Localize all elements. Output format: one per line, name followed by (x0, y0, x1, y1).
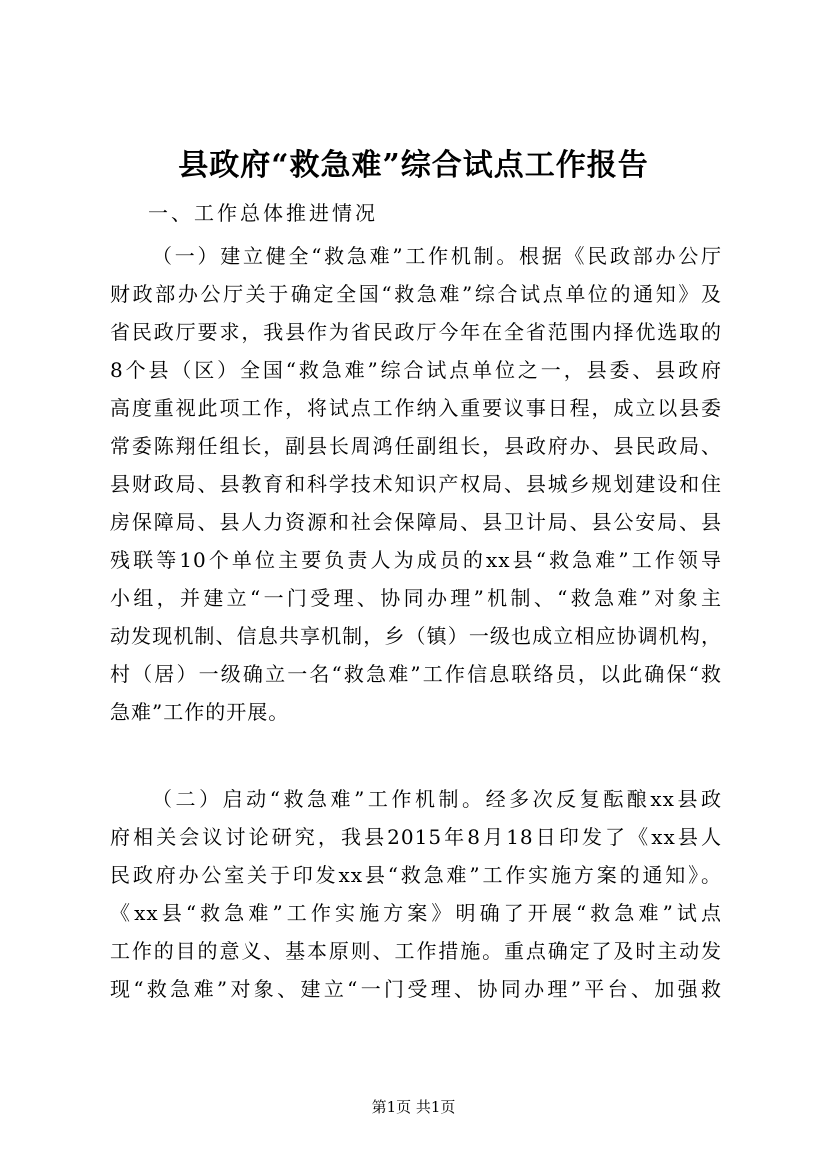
paragraph-line: 工作的目的意义、基本原则、工作措施。重点确定了及时主动发 (110, 939, 722, 963)
paragraph-line: 财政部办公厅关于确定全国“救急难”综合试点单位的通知》及 (110, 282, 722, 306)
paragraph-line: 动发现机制、信息共享机制，乡（镇）一级也成立相应协调机构， (110, 624, 722, 648)
paragraph-line: 《xx县“救急难”工作实施方案》明确了开展“救急难”试点 (110, 901, 722, 925)
paragraph-line: 常委陈翔任组长，副县长周鸿任副组长，县政府办、县民政局、 (110, 434, 722, 458)
paragraph-line: 高度重视此项工作，将试点工作纳入重要议事日程，成立以县委 (110, 396, 722, 420)
paragraph-line: 村（居）一级确立一名“救急难”工作信息联络员，以此确保“救 (110, 662, 722, 686)
paragraph-line: 省民政厅要求，我县作为省民政厅今年在全省范围内择优选取的 (110, 320, 722, 344)
paragraph-1 (110, 237, 722, 731)
paragraph-line: 府相关会议讨论研究，我县2015年8月18日印发了《xx县人 (110, 825, 722, 849)
document-title: 县政府“救急难”综合试点工作报告 (178, 148, 649, 183)
paragraph-line: 房保障局、县人力资源和社会保障局、县卫计局、县公安局、县 (110, 510, 722, 534)
paragraph-2 (110, 780, 722, 1008)
paragraph-line: 残联等10个单位主要负责人为成员的xx县“救急难”工作领导 (110, 548, 722, 572)
paragraph-line: （二）启动“救急难”工作机制。经多次反复酝酿xx县政 (152, 787, 722, 811)
paragraph-line: 急难”工作的开展。 (110, 700, 290, 724)
section-heading: 一、工作总体推进情况 (148, 201, 378, 225)
paragraph-line: 县财政局、县教育和科学技术知识产权局、县城乡规划建设和住 (110, 472, 722, 496)
page-footer: 第1页 共1页 (371, 1098, 456, 1116)
paragraph-line: （一）建立健全“救急难”工作机制。根据《民政部办公厅 (152, 244, 722, 268)
paragraph-line: 民政府办公室关于印发xx县“救急难”工作实施方案的通知》。 (110, 863, 722, 887)
paragraph-line: 8个县（区）全国“救急难”综合试点单位之一，县委、县政府 (110, 358, 722, 382)
paragraph-line: 现“救急难”对象、建立“一门受理、协同办理”平台、加强救 (110, 977, 722, 1001)
paragraph-line: 小组，并建立“一门受理、协同办理”机制、“救急难”对象主 (110, 586, 722, 610)
